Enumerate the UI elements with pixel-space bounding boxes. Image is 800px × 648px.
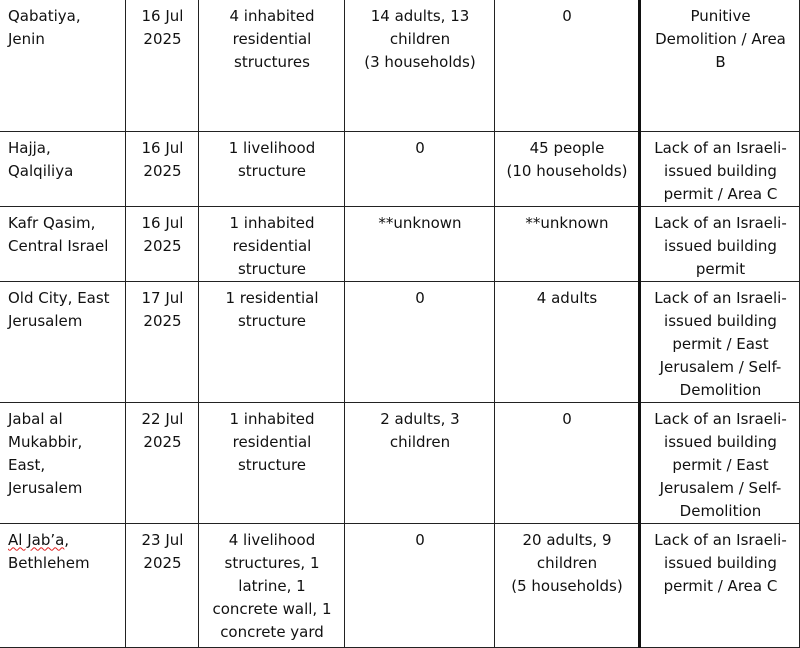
- structures-cell: 4 livelihood structures, 1 latrine, 1 concrete wall, 1 concrete yard: [198, 523, 344, 647]
- displaced-cell: 0: [344, 281, 494, 402]
- displaced-cell: 0: [344, 523, 494, 647]
- reason-cell: Lack of an Israeli- issued building permit: [639, 206, 799, 281]
- table-row: [0, 402, 799, 523]
- location-cell: Hajja, Qalqiliya: [0, 131, 125, 206]
- location-cell: [0, 523, 125, 647]
- date-cell: 17 Jul 2025: [125, 281, 198, 402]
- affected-cell: **unknown: [494, 206, 639, 281]
- table-row: [0, 131, 799, 206]
- structures-cell: 1 livelihood structure: [198, 131, 344, 206]
- structures-cell: 1 residential structure: [198, 281, 344, 402]
- structures-cell: 4 inhabited residential structures: [198, 0, 344, 131]
- structures-cell: 1 inhabited residential structure: [198, 402, 344, 523]
- table-row: [0, 281, 799, 402]
- structures-cell: 1 inhabited residential structure: [198, 206, 344, 281]
- affected-cell: 45 people (10 households): [494, 131, 639, 206]
- reason-cell: Lack of an Israeli- issued building permit / Area C: [639, 131, 799, 206]
- table-row: [0, 0, 799, 131]
- displaced-cell: 14 adults, 13 children (3 households): [344, 0, 494, 131]
- location-cell-rest: , Bethlehem: [8, 530, 90, 572]
- affected-cell: 20 adults, 9 children (5 households): [494, 523, 639, 647]
- affected-cell: 0: [494, 0, 639, 131]
- date-cell: 16 Jul 2025: [125, 206, 198, 281]
- date-cell: 16 Jul 2025: [125, 0, 198, 131]
- misspelled-word: Al Jab’a: [8, 530, 65, 549]
- reason-cell: Lack of an Israeli- issued building permit / East Jerusalem / Self- Demolition: [639, 402, 799, 523]
- date-cell: 22 Jul 2025: [125, 402, 198, 523]
- date-cell: 16 Jul 2025: [125, 131, 198, 206]
- affected-cell: 4 adults: [494, 281, 639, 402]
- reason-cell: Punitive Demolition / Area B: [639, 0, 799, 131]
- reason-cell: Lack of an Israeli- issued building permit / East Jerusalem / Self- Demolition: [639, 281, 799, 402]
- displaced-cell: 0: [344, 131, 494, 206]
- affected-cell: 0: [494, 402, 639, 523]
- table-row: [0, 206, 799, 281]
- date-cell: 23 Jul 2025: [125, 523, 198, 647]
- displaced-cell: 2 adults, 3 children: [344, 402, 494, 523]
- location-cell: Kafr Qasim, Central Israel: [0, 206, 125, 281]
- reason-cell: Lack of an Israeli- issued building permit / Area C: [639, 523, 799, 647]
- location-cell: Jabal al Mukabbir, East, Jerusalem: [0, 402, 125, 523]
- location-cell: Qabatiya, Jenin: [0, 0, 125, 131]
- table-row: [0, 523, 799, 647]
- location-cell: Old City, East Jerusalem: [0, 281, 125, 402]
- displaced-cell: **unknown: [344, 206, 494, 281]
